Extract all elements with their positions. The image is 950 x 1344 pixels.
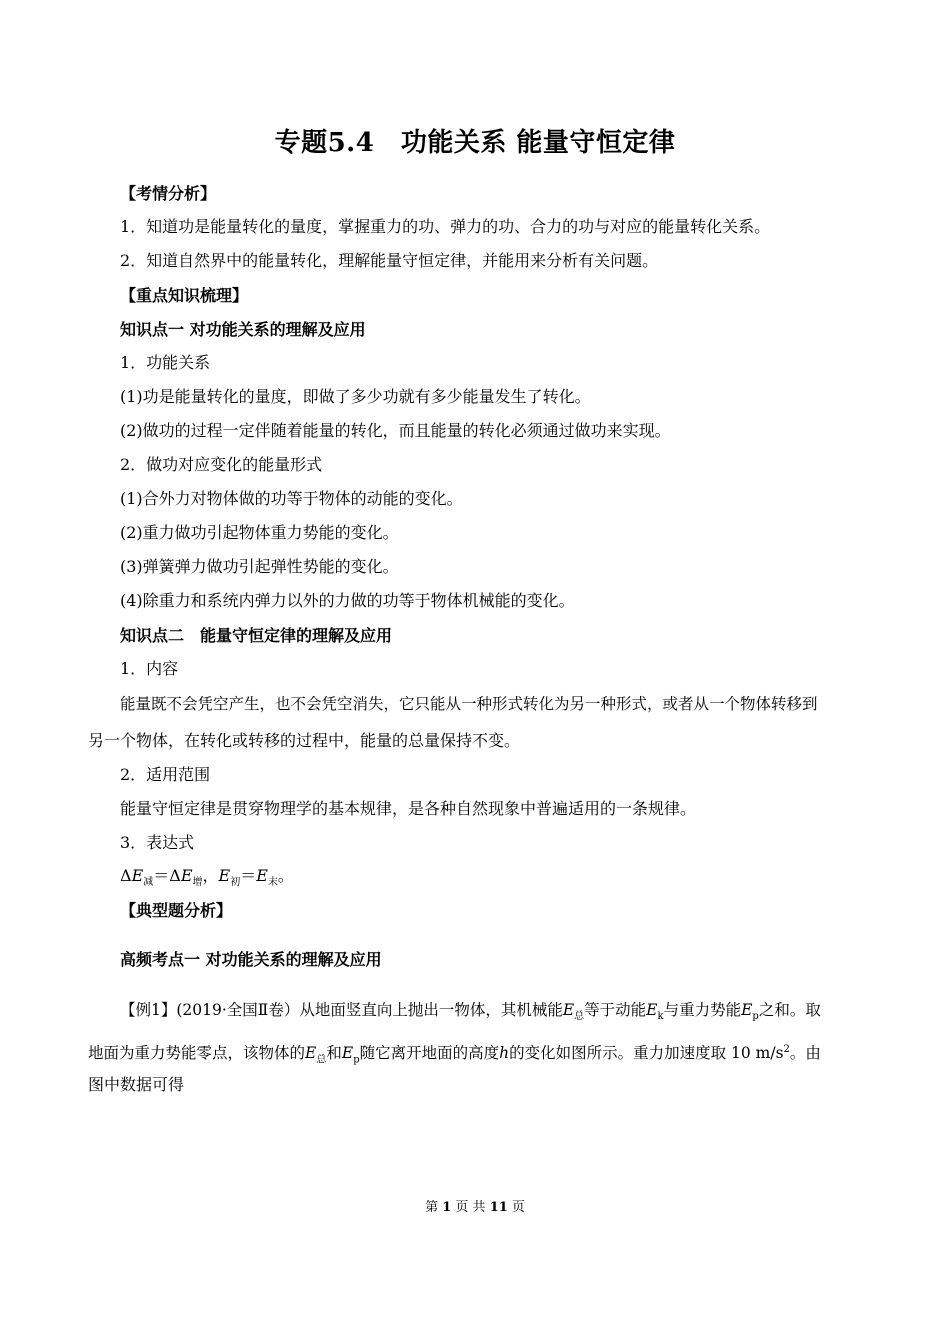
- paragraph: 1．知道功是能量转化的量度，掌握重力的功、弹力的功、合力的功与对应的能量转化关系。: [120, 217, 771, 236]
- paragraph: 3．表达式: [120, 833, 195, 852]
- example-line: 【例1】(2019·全国Ⅱ卷）从地面竖直向上抛出一物体，其机械能$E_总$等于动能$E_k$与重力势能$E_p$之和。取: [120, 1001, 821, 1023]
- formula: $\Delta E_减=\Delta E_增$，$E_初=E_末$。: [120, 866, 294, 889]
- paragraph: 2．适用范围: [120, 765, 211, 784]
- paragraph: (2)做功的过程一定伴随着能量的转化，而且能量的转化必须通过做功来实现。: [120, 421, 671, 440]
- paragraph: 1．内容: [120, 659, 179, 678]
- section-header-dianxing: 【典型题分析】: [120, 901, 233, 920]
- paragraph: 2．知道自然界中的能量转化，理解能量守恒定律，并能用来分析有关问题。: [120, 251, 659, 270]
- section-header-kaoqing: 【考情分析】: [120, 184, 217, 203]
- section-header-zhongdian: 【重点知识梳理】: [120, 286, 249, 305]
- subsection-title: 高频考点一 对功能关系的理解及应用: [120, 950, 382, 969]
- paragraph: 能量守恒定律是贯穿物理学的基本规律，是各种自然现象中普遍适用的一条规律。: [120, 799, 697, 818]
- paragraph: (3)弹簧弹力做功引起弹性势能的变化。: [120, 557, 399, 576]
- paragraph: 能量既不会凭空产生，也不会凭空消失，它只能从一种形式转化为另一种形式，或者从一个物体转移到: [120, 695, 818, 713]
- example-line: 图中数据可得: [88, 1075, 185, 1094]
- paragraph: (2)重力做功引起物体重力势能的变化。: [120, 523, 399, 542]
- paragraph: 1．功能关系: [120, 353, 211, 372]
- paragraph: (1)合外力对物体做的功等于物体的动能的变化。: [120, 489, 463, 508]
- example-line: 地面为重力势能零点，该物体的$E_总$和$E_p$随它离开地面的高度h的变化如图所示。重力加速度取 10 $m/s^2$。由: [88, 1044, 821, 1066]
- page-title: 专题5.4 功能关系 能量守恒定律: [274, 128, 676, 158]
- paragraph: (4)除重力和系统内弹力以外的力做的功等于物体机械能的变化。: [120, 591, 575, 610]
- subsection-title: 知识点二 能量守恒定律的理解及应用: [120, 626, 393, 645]
- paragraph: 2．做功对应变化的能量形式: [120, 455, 323, 474]
- paragraph: (1)功是能量转化的量度，即做了多少功就有多少能量发生了转化。: [120, 387, 591, 406]
- subsection-title: 知识点一 对功能关系的理解及应用: [120, 320, 366, 339]
- page-footer: 第 1 页 共 11 页: [425, 1200, 525, 1215]
- paragraph: 另一个物体，在转化或转移的过程中，能量的总量保持不变。: [88, 731, 521, 750]
